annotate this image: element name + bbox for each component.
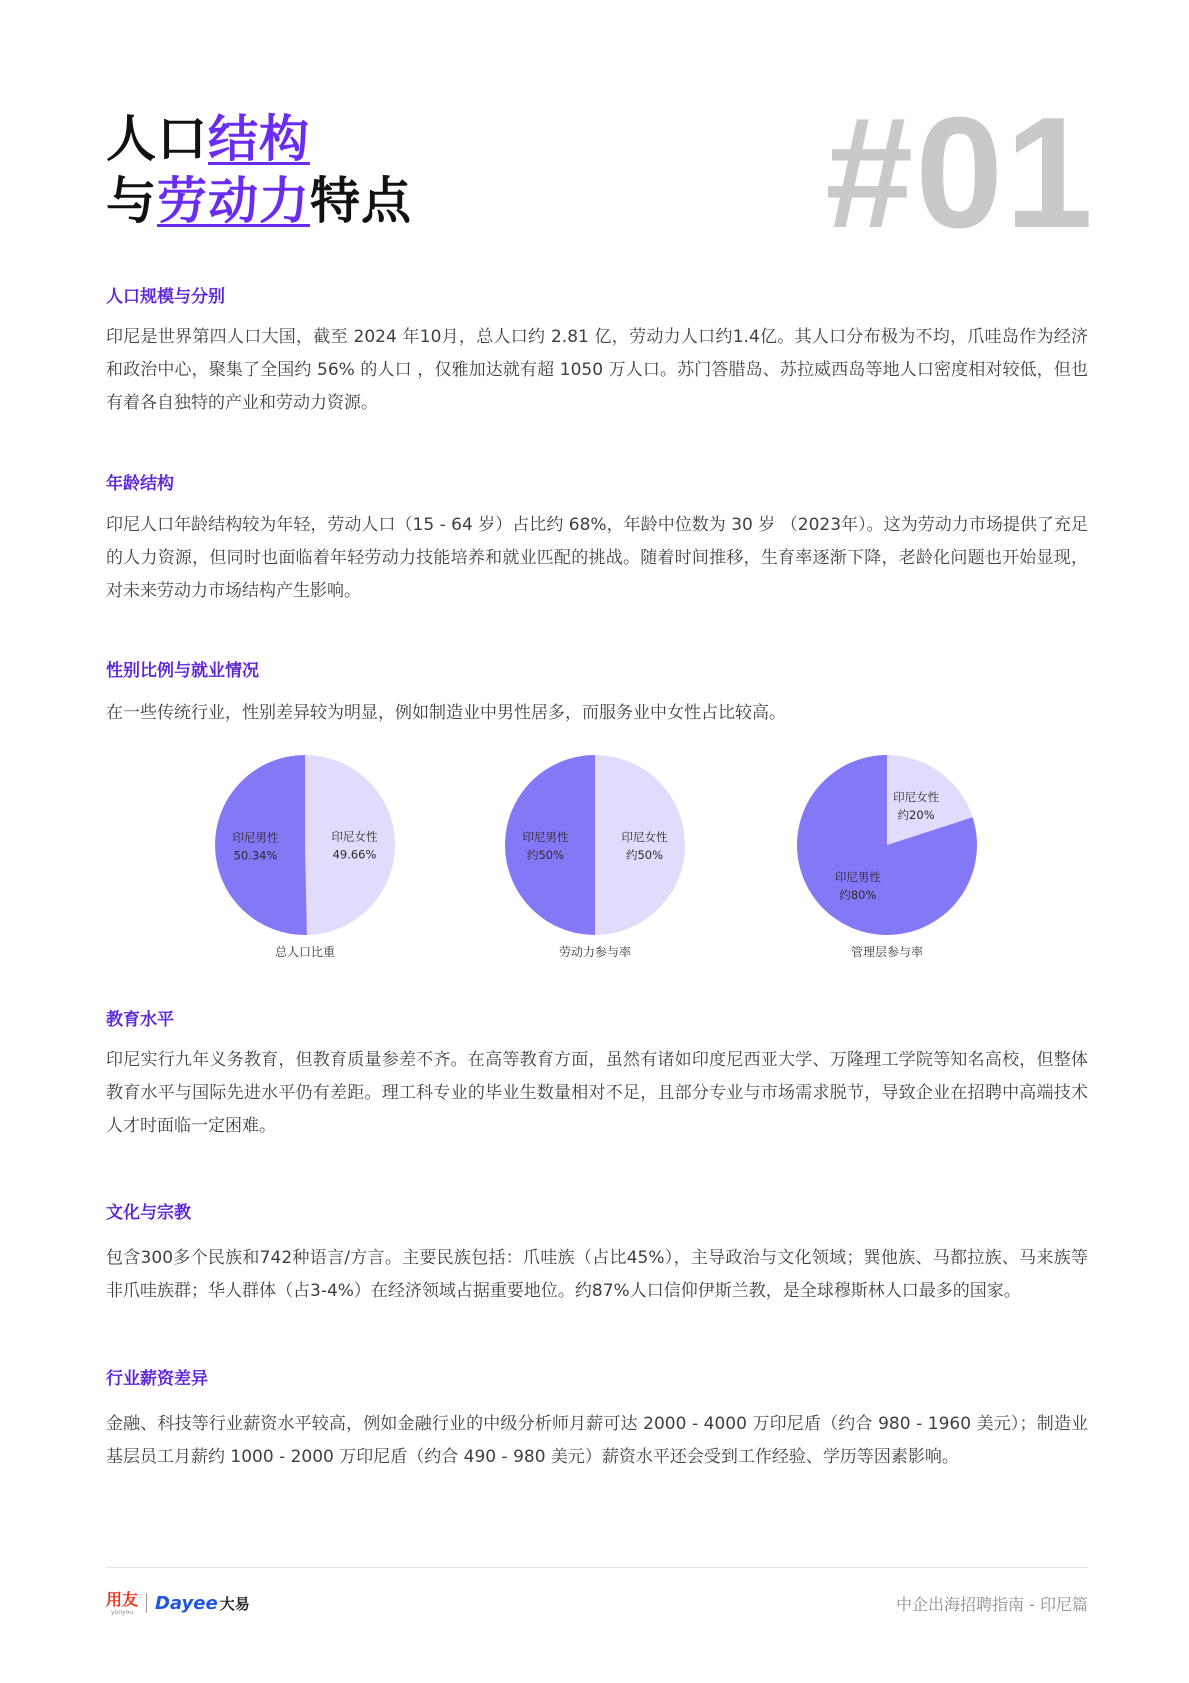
yonyou-logo-subtext: yonyou [110, 1609, 134, 1616]
yonyou-logo-text: 用友 [106, 1590, 139, 1609]
section-title-culture: 文化与宗教 [106, 1203, 191, 1223]
pie-slice-label: 印尼男性 [232, 830, 279, 845]
title-text: 特点 [310, 172, 412, 230]
pie-chart-labor [490, 740, 700, 965]
pie-chart-management [782, 740, 992, 965]
pie-slice [305, 755, 395, 935]
pie-chart-caption: 管理层参与率 [850, 945, 924, 959]
pie-chart-population [200, 740, 410, 965]
pie-slice [505, 755, 595, 935]
footer-guide-title: 中企出海招聘指南 - 印尼篇 [896, 1595, 1088, 1614]
title-highlight: 劳动力 [157, 172, 310, 230]
gender-pie-charts [0, 740, 1189, 970]
section-text-education: 印尼实行九年义务教育，但教育质量参差不齐。在高等教育方面，虽然有诸如印度尼西亚大学、万隆理工学院等知名高校，但整体教育水平与国际先进水平仍有差距。理工科专业的毕业生数量相对不足，且部分专业与市场需求脱节，导致企业在招聘中高端技术人才时面临一定困难。 [106, 1050, 1088, 1136]
pie-slice-label: 印尼男性 [522, 830, 569, 844]
section-title-education: 教育水平 [106, 1010, 174, 1030]
section-title-gender: 性别比例与就业情况 [106, 661, 259, 681]
section-title-age: 年龄结构 [106, 474, 174, 494]
pie-slice-label: 印尼女性 [621, 830, 668, 844]
section-text-gender: 在一些传统行业，性别差异较为明显，例如制造业中男性居多，而服务业中女性占比较高。 [106, 703, 786, 723]
pie-slice-value: 49.66% [332, 847, 377, 862]
pie-slice-label: 印尼男性 [834, 870, 881, 884]
section-text-culture: 包含300多个民族和742种语言/方言。主要民族包括：爪哇族（占比45%），主导政治与文化领域；巽他族、马都拉族、马来族等非爪哇族群；华人群体（占3-4%）在经济领域占据重要地位。约87%人口信仰伊斯兰教，是全球穆斯林人口最多的国家。 [106, 1248, 1088, 1301]
pie-slice-value: 50.34% [233, 848, 278, 863]
footer-divider [106, 1567, 1088, 1568]
pie-chart-caption: 总人口比重 [274, 945, 336, 959]
pie-slice-value: 约50% [526, 848, 565, 862]
title-text: 人口 [106, 110, 208, 168]
pie-slice [595, 755, 685, 935]
section-text-salary: 金融、科技等行业薪资水平较高，例如金融行业的中级分析师月薪可达 2000 - 4000 万印尼盾（约合 980 - 1960 美元）；制造业基层员工月薪约 1000 - 2000 万印尼盾（约合 490 - 980 美元）薪资水平还会受到工作经验、学历等因素影响。 [106, 1414, 1088, 1467]
title-line-1 [106, 108, 412, 170]
title-text: 与 [106, 172, 157, 230]
pie-slice-value: 约50% [625, 848, 664, 862]
dayee-logo-text: Dayee [155, 1592, 218, 1614]
footer-logo [106, 1590, 250, 1616]
page-title [106, 108, 412, 232]
pie-slice [215, 755, 307, 935]
section-text-population: 印尼是世界第四人口大国，截至 2024 年10月，总人口约 2.81 亿，劳动力人口约1.4亿。其人口分布极为不均，爪哇岛作为经济和政治中心，聚集了全国约 56% 的人口 ，仅雅加达就有超 1050 万人口。苏门答腊岛、苏拉威西岛等地人口密度相对较低，但也有着各自独特的产业和劳动力资源。 [106, 327, 1088, 413]
logo-separator [146, 1593, 147, 1613]
dayee-logo-cn: 大易 [219, 1594, 250, 1613]
section-title-population: 人口规模与分别 [106, 287, 225, 307]
title-highlight: 结构 [208, 110, 310, 168]
section-number: #01 [825, 85, 1095, 261]
pie-slice-label: 印尼女性 [893, 790, 940, 804]
yonyou-logo [106, 1590, 138, 1616]
pie-slice-value: 约80% [839, 888, 877, 902]
pie-slice-value: 约20% [897, 808, 935, 822]
title-line-2 [106, 170, 412, 232]
pie-chart-caption: 劳动力参与率 [558, 945, 632, 959]
section-title-salary: 行业薪资差异 [106, 1369, 208, 1389]
pie-slice-label: 印尼女性 [331, 829, 378, 844]
section-text-age: 印尼人口年龄结构较为年轻，劳动人口（15 - 64 岁）占比约 68%，年龄中位数为 30 岁 （2023年）。这为劳动力市场提供了充足的人力资源，但同时也面临着年轻劳动力技能培养和就业匹配的挑战。随着时间推移，生育率逐渐下降，老龄化问题也开始显现，对未来劳动力市场结构产生影响。 [106, 515, 1088, 601]
